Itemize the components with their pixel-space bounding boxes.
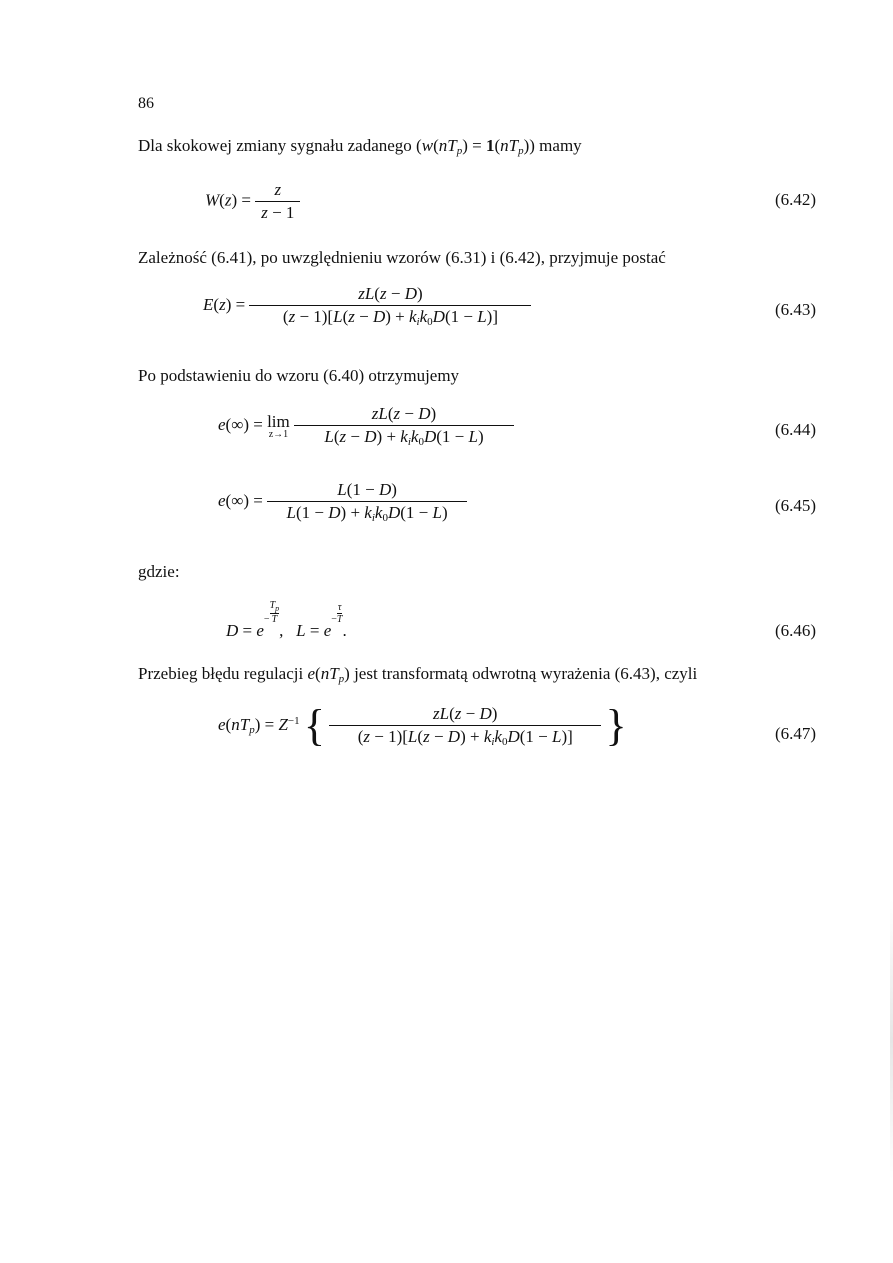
equation-6-43: E(z) = $\frac{zL(z - D)}{(z - 1)[L(z - D) + k_ik_0D(1 - L)]}$ bbox=[203, 284, 531, 328]
paragraph-1 bbox=[138, 136, 582, 157]
equation-6-47: $e(nT_p) = Z^{-1}$ { $\frac{zL(z - D)}{(z - 1)[L(z - D) + k_ik_0D(1 - L)]}$ } bbox=[218, 701, 627, 750]
paragraph-3: Po podstawieniu do wzoru (6.40) otrzymujemy bbox=[138, 366, 460, 385]
equation-number-6-45: (6.45) bbox=[775, 496, 817, 515]
paragraph-2: Zależność (6.41), po uwzględnieniu wzorów (6.31) i (6.42), przyjmuje postać bbox=[138, 248, 666, 267]
page-number: 86 bbox=[138, 95, 154, 112]
equation-number-6-47: (6.47) bbox=[775, 724, 817, 743]
para1-text: Dla skokowej zmiany sygnału zadanego $(w(nT_p) = 1(nT_p))$ mamy bbox=[138, 136, 582, 157]
equation-6-46: D = e− $\frac{T_p}{T}$ , L = e− $\frac{\tau}{T}$ . bbox=[226, 600, 347, 640]
equation-6-44: e(∞) = lim z→1 $\frac{zL(z - D)}{L(z - D) + k_ik_0D(1 - L)}$ bbox=[218, 404, 514, 448]
equation-number-6-43: (6.43) bbox=[775, 300, 817, 319]
limit-operator: lim z→1 bbox=[267, 411, 290, 440]
equation-6-42: W(z) = $\frac{z}{z - 1}$ bbox=[205, 180, 300, 223]
left-brace: { bbox=[303, 701, 325, 750]
equation-number-6-44: (6.44) bbox=[775, 420, 817, 439]
fraction: $\frac{zL(z - D)}{(z - 1)[L(z - D) + k_ik_0D(1 - L)]}$ bbox=[329, 704, 601, 748]
fraction: $\frac{L(1 - D)}{L(1 - D) + k_ik_0D(1 - L)}$ bbox=[267, 480, 467, 524]
fraction: $\frac{zL(z - D)}{L(z - D) + k_ik_0D(1 - L)}$ bbox=[294, 404, 514, 448]
right-brace: } bbox=[605, 701, 627, 750]
paragraph-4: gdzie: bbox=[138, 562, 180, 581]
fraction: $\frac{zL(z - D)}{(z - 1)[L(z - D) + k_ik_0D(1 - L)]}$ bbox=[249, 284, 531, 328]
equation-number-6-42: (6.42) bbox=[775, 190, 817, 209]
fraction: $\frac{z}{z - 1}$ bbox=[255, 180, 300, 223]
equation-number-6-46: (6.46) bbox=[775, 621, 817, 640]
paragraph-5: Przebieg błędu regulacji $e(nT_p)$ jest transformatą odwrotną wyrażenia (6.43), czyli bbox=[138, 664, 698, 685]
equation-6-45: e(∞) = $\frac{L(1 - D)}{L(1 - D) + k_ik_0D(1 - L)}$ bbox=[218, 480, 467, 524]
